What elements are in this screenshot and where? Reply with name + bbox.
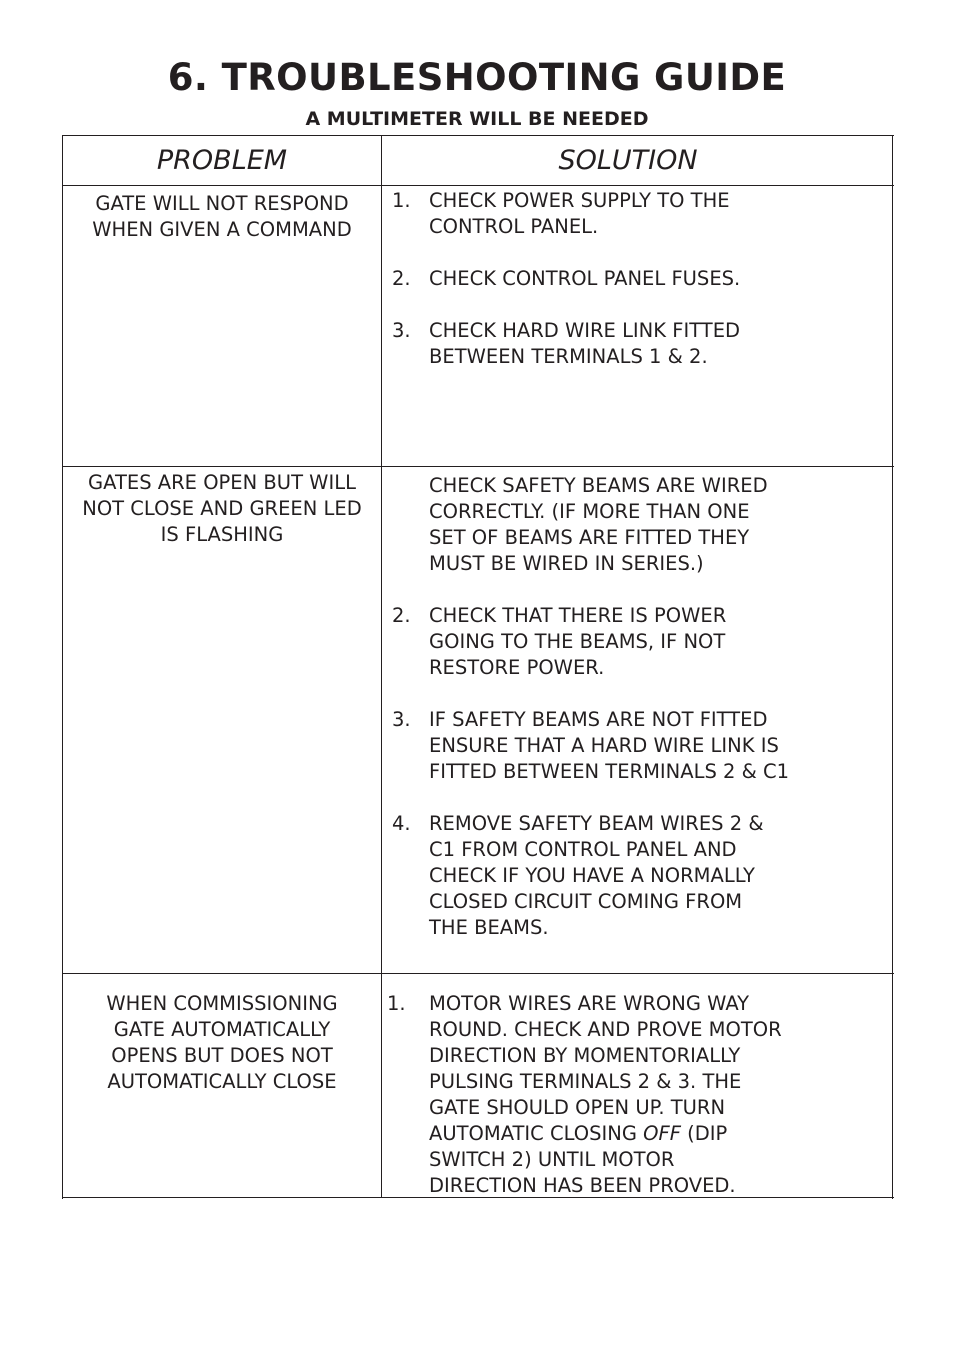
problem-line: OPENS BUT DOES NOT	[111, 1044, 333, 1067]
step-line: ROUND. CHECK AND PROVE MOTOR	[429, 1018, 782, 1041]
page-subtitle: A MULTIMETER WILL BE NEEDED	[305, 108, 649, 130]
step-line: CLOSED CIRCUIT COMING FROM	[429, 890, 743, 913]
step-text: AUTOMATIC CLOSING	[429, 1122, 644, 1145]
step-line: CHECK POWER SUPPLY TO THE	[429, 189, 730, 212]
page-title: 6. TROUBLESHOOTING GUIDE	[167, 56, 787, 99]
problem-line: AUTOMATICALLY CLOSE	[107, 1070, 337, 1093]
problem-cell	[62, 470, 382, 548]
step-number: 1.	[392, 189, 411, 212]
solution-header: SOLUTION	[558, 145, 698, 176]
solution-cell	[384, 188, 884, 370]
problem-line: GATE AUTOMATICALLY	[113, 1018, 331, 1041]
problem-line: GATE WILL NOT RESPOND	[95, 192, 349, 215]
problem-cell	[62, 191, 382, 243]
step-line: SWITCH 2) UNTIL MOTOR	[429, 1148, 675, 1171]
step-line: RESTORE POWER.	[429, 656, 605, 679]
step-line: CHECK CONTROL PANEL FUSES.	[429, 267, 741, 290]
solution-step	[384, 473, 884, 577]
step-number: 2.	[392, 267, 411, 290]
solution-step	[384, 991, 884, 1199]
solution-step	[384, 811, 884, 941]
step-line: FITTED BETWEEN TERMINALS 2 & C1	[429, 760, 790, 783]
step-line: BETWEEN TERMINALS 1 & 2.	[429, 345, 708, 368]
step-number: 2.	[392, 604, 411, 627]
step-number: 1.	[387, 992, 406, 1015]
step-line: C1 FROM CONTROL PANEL AND	[429, 838, 737, 861]
problem-line: WHEN GIVEN A COMMAND	[92, 218, 352, 241]
emphasized-word: OFF	[643, 1122, 681, 1145]
problem-line: IS FLASHING	[160, 523, 284, 546]
step-line: ENSURE THAT A HARD WIRE LINK IS	[429, 734, 779, 757]
step-number: 3.	[392, 319, 411, 342]
step-line: CHECK SAFETY BEAMS ARE WIRED	[429, 474, 768, 497]
step-line: CHECK IF YOU HAVE A NORMALLY	[429, 864, 755, 887]
table-border-right	[892, 135, 893, 1199]
step-line: CONTROL PANEL.	[429, 215, 599, 238]
row-divider	[62, 973, 894, 974]
step-line: CHECK THAT THERE IS POWER	[429, 604, 727, 627]
problem-line: NOT CLOSE AND GREEN LED	[82, 497, 362, 520]
step-line: SET OF BEAMS ARE FITTED THEY	[429, 526, 750, 549]
solution-step	[384, 707, 884, 785]
step-line: CHECK HARD WIRE LINK FITTED	[429, 319, 741, 342]
problem-line: WHEN COMMISSIONING	[106, 992, 338, 1015]
step-line: CORRECTLY. (IF MORE THAN ONE	[429, 500, 750, 523]
problem-cell	[62, 991, 382, 1095]
step-text: (DIP	[680, 1122, 728, 1145]
step-number: 4.	[392, 812, 411, 835]
step-line: GATE SHOULD OPEN UP. TURN	[429, 1096, 726, 1119]
troubleshooting-table	[62, 135, 894, 1199]
solution-step	[384, 318, 884, 370]
step-line: DIRECTION HAS BEEN PROVED.	[429, 1174, 736, 1197]
header-divider	[62, 185, 894, 186]
step-line: IF SAFETY BEAMS ARE NOT FITTED	[429, 708, 768, 731]
step-line: MOTOR WIRES ARE WRONG WAY	[429, 992, 750, 1015]
solution-step	[384, 188, 884, 240]
solution-step	[384, 266, 884, 292]
step-line: REMOVE SAFETY BEAM WIRES 2 &	[429, 812, 764, 835]
problem-line: GATES ARE OPEN BUT WILL	[88, 471, 356, 494]
solution-cell	[384, 991, 884, 1199]
problem-header: PROBLEM	[156, 145, 288, 176]
step-line: PULSING TERMINALS 2 & 3. THE	[429, 1070, 742, 1093]
step-line	[429, 1121, 884, 1147]
step-line: THE BEAMS.	[429, 916, 549, 939]
step-line: MUST BE WIRED IN SERIES.)	[429, 552, 704, 575]
row-divider	[62, 466, 894, 467]
solution-step	[384, 603, 884, 681]
step-line: DIRECTION BY MOMENTORIALLY	[429, 1044, 741, 1067]
step-number: 3.	[392, 708, 411, 731]
step-line: GOING TO THE BEAMS, IF NOT	[429, 630, 726, 653]
solution-cell	[384, 473, 884, 941]
